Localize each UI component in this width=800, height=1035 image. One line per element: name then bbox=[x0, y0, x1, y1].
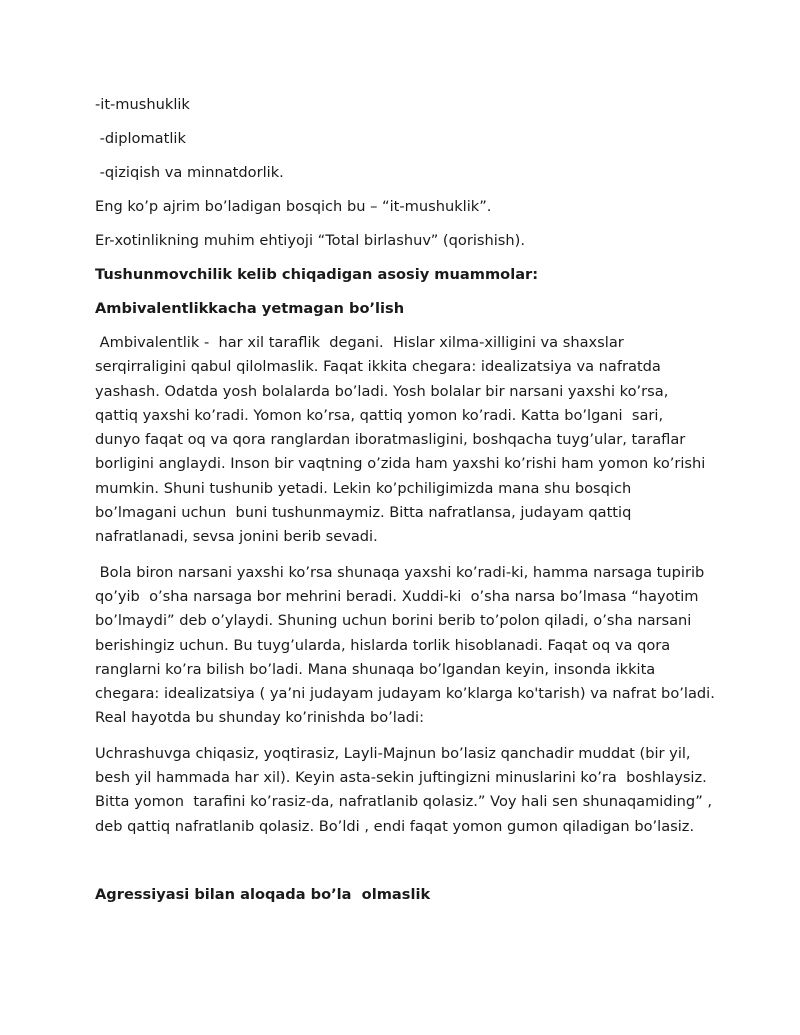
paragraph-line: bo’lmaydi” deb o’ylaydi. Shuning uchun borini berib to’polon qiladi, o’sha narsani bbox=[95, 612, 692, 630]
sentence-divorce-stage: Eng ko’p ajrim bo’ladigan bosqich bu – “it-mushuklik”. bbox=[95, 198, 492, 215]
paragraph-line: Uchrashuvga chiqasiz, yoqtirasiz, Layli-Majnun bo’lasiz qanchadir muddat (bir yil, bbox=[95, 744, 691, 762]
paragraph-line: borligini anglaydi. Inson bir vaqtning o’zida ham yaxshi ko’rishi ham yomon ko’rishi bbox=[95, 455, 706, 473]
paragraph-line: Ambivalentlik - har xil taraflik degani. Hislar xilma-xilligini va shaxslar bbox=[95, 334, 624, 351]
paragraph-line: serqirraligini qabul qilolmaslik. Faqat ikkita chegara: idealizatsiya va nafratda bbox=[95, 358, 661, 376]
paragraph-line: mumkin. Shuni tushunib yetadi. Lekin ko’pchiligimizda mana shu bosqich bbox=[95, 479, 632, 497]
paragraph-line: deb qattiq nafratlanib qolasiz. Bo’ldi , endi faqat yomon gumon qiladigan bo’lasiz. bbox=[95, 817, 695, 835]
paragraph-line: qattiq yaxshi ko’radi. Yomon ko’rsa, qattiq yomon ko’radi. Katta bo’lgani sari, bbox=[95, 406, 664, 424]
document-body bbox=[95, 93, 720, 907]
paragraph-line: nafratlanadi, sevsa jonini berib sevadi. bbox=[95, 528, 378, 546]
paragraph-child bbox=[95, 561, 720, 731]
paragraph-line: dunyo faqat oq va qora ranglardan iboratmasligini, boshqacha tuyg’ular, taraflar bbox=[95, 431, 686, 449]
paragraph-line: bo’lmagani uchun buni tushunmaymiz. Bitta nafratlansa, judayam qattiq bbox=[95, 504, 632, 522]
list-item-2: -diplomatlik bbox=[95, 130, 186, 147]
paragraph-line: ranglarni ko’ra bilish bo’ladi. Mana shunaqa bo’lgandan keyin, insonda ikkita bbox=[95, 660, 656, 678]
heading-ambivalence: Ambivalentlikkacha yetmagan bo’lish bbox=[95, 300, 405, 317]
paragraph-line: chegara: idealizatsiya ( ya’ni judayam judayam ko’klarga ko'tarish) va nafrat bo’ladi. bbox=[95, 685, 715, 703]
paragraph-line: qo’yib o’sha narsaga bor mehrini beradi. Xuddi-ki o’sha narsa bo’lmasa “hayotim bbox=[95, 587, 699, 605]
paragraph-line: Real hayotda bu shunday ko’rinishda bo’ladi: bbox=[95, 709, 425, 727]
heading-aggression: Agressiyasi bilan aloqada bo’la olmaslik bbox=[95, 885, 431, 903]
sentence-marriage-need: Er-xotinlikning muhim ehtiyoji “Total birlashuv” (qorishish). bbox=[95, 232, 525, 249]
paragraph-real-life bbox=[95, 742, 720, 839]
list-item-3: -qiziqish va minnatdorlik. bbox=[95, 164, 284, 181]
paragraph-line: besh yil hammada har xil). Keyin asta-sekin juftingizni minuslarini ko’ra boshlaysiz. bbox=[95, 769, 707, 787]
list-item-1: -it-mushuklik bbox=[95, 96, 190, 113]
heading-main-problems: Tushunmovchilik kelib chiqadigan asosiy muammolar: bbox=[95, 266, 539, 283]
paragraph-line: berishingiz uchun. Bu tuyg’ularda, hislarda torlik hisoblanadi. Faqat oq va qora bbox=[95, 636, 671, 654]
paragraph-line: Bitta yomon tarafini ko’rasiz-da, nafratlanib qolasiz.” Voy hali sen shunaqamiding” , bbox=[95, 793, 713, 811]
paragraph-line: yashash. Odatda yosh bolalarda bo’ladi. Yosh bolalar bir narsani yaxshi ko’rsa, bbox=[95, 382, 669, 400]
paragraph-ambivalence bbox=[95, 331, 720, 550]
paragraph-line: Bola biron narsani yaxshi ko’rsa shunaqa yaxshi ko’radi-ki, hamma narsaga tupirib bbox=[95, 563, 705, 581]
